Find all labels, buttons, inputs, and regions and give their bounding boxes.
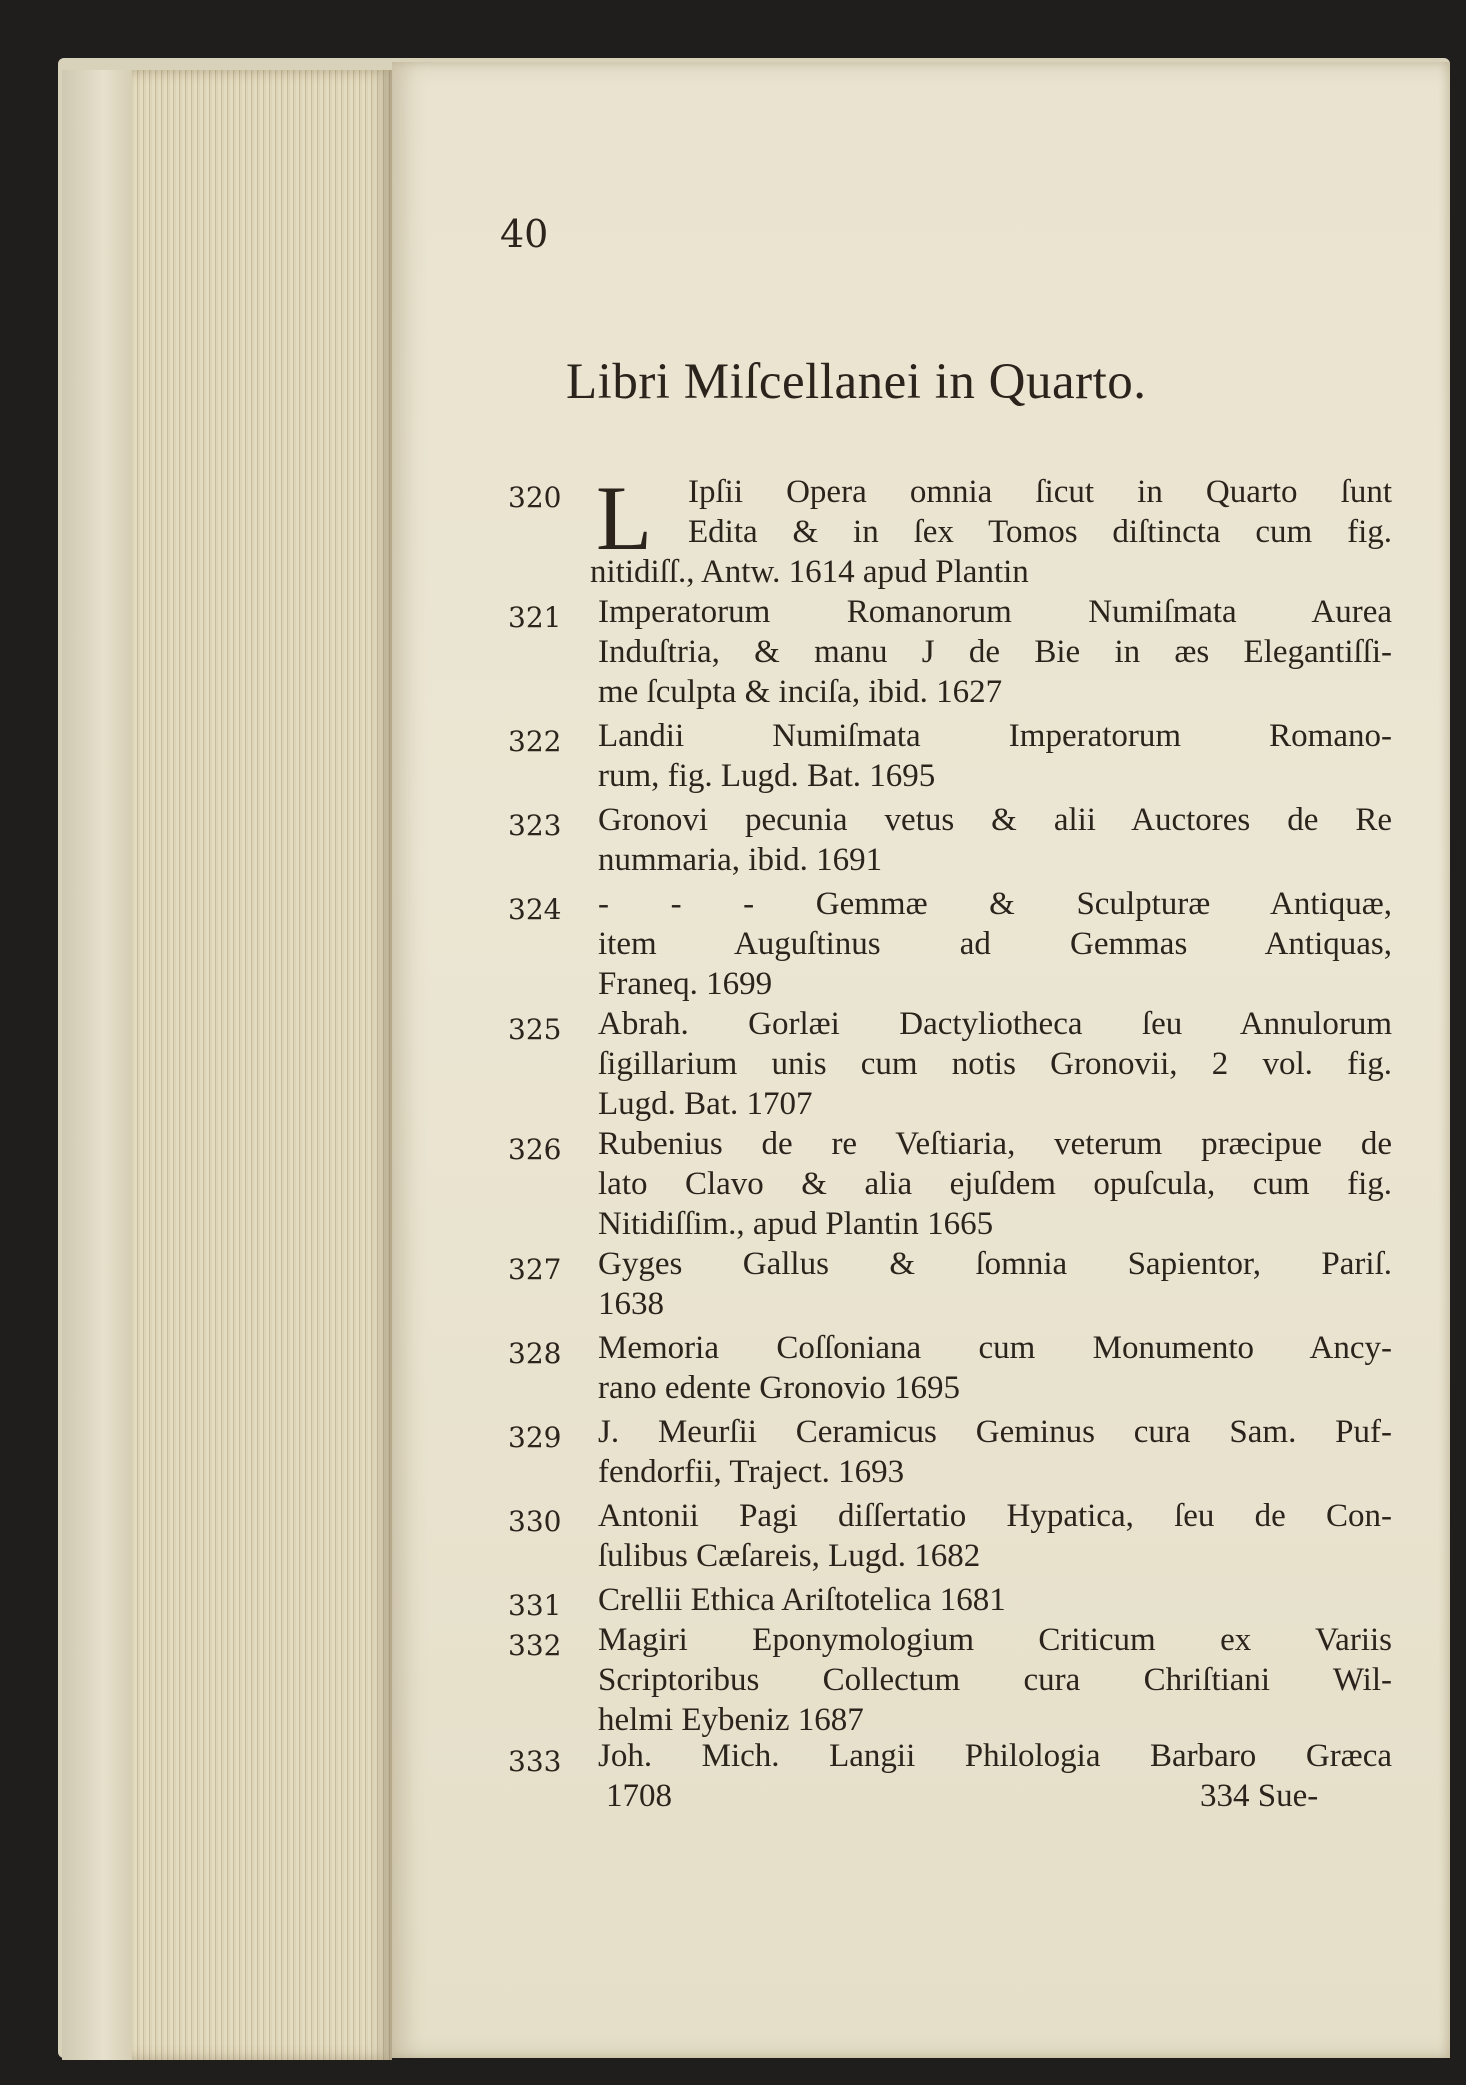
- entry-number: 333: [508, 1745, 562, 1778]
- entry-line: Antonii Pagi diſſertatio Hypatica, ſeu de Con-: [598, 1498, 1392, 1534]
- entry-line: Franeq. 1699: [598, 966, 773, 1002]
- entry-line: ſigillarium unis cum notis Gronovii, 2 vol. fig.: [598, 1046, 1392, 1082]
- entry-line: me ſculpta & inciſa, ibid. 1627: [598, 674, 1003, 710]
- entry-line: Ipſii Opera omnia ſicut in Quarto ſunt: [688, 474, 1392, 510]
- entry-line: helmi Eybeniz 1687: [598, 1702, 864, 1738]
- entry-line: J. Meurſii Ceramicus Geminus cura Sam. Puf-: [598, 1414, 1392, 1450]
- entry-line: nitidiſſ., Antw. 1614 apud Plantin: [590, 554, 1029, 590]
- entry-line: Memoria Coſſoniana cum Monumento Ancy-: [598, 1330, 1392, 1366]
- entry-number: 322: [508, 725, 562, 758]
- entry-number: 320: [508, 481, 562, 514]
- catchword: 334 Sue-: [1200, 1778, 1319, 1814]
- entry-line: 1708: [606, 1778, 672, 1814]
- entry-line: Gronovi pecunia vetus & alii Auctores de Re: [598, 802, 1392, 838]
- entry-line: rano edente Gronovio 1695: [598, 1370, 960, 1406]
- entry-line: fendorfii, Traject. 1693: [598, 1454, 905, 1490]
- entry-number: 325: [508, 1013, 562, 1046]
- printed-page: [392, 62, 1450, 2058]
- entry-number: 321: [508, 601, 562, 634]
- entry-line: Nitidiſſim., apud Plantin 1665: [598, 1206, 994, 1242]
- entry-number: 330: [508, 1505, 562, 1538]
- page-title: Libri Miſcellanei in Quarto.: [566, 354, 1147, 410]
- entry-number: 323: [508, 809, 562, 842]
- entry-line: Induſtria, & manu J de Bie in æs Elegantiſſi-: [598, 634, 1392, 670]
- entry-number: 328: [508, 1337, 562, 1370]
- cover-edge: [62, 70, 132, 2060]
- entry-number: 327: [508, 1253, 562, 1286]
- entry-number: 324: [508, 893, 562, 926]
- entry-number: 332: [508, 1629, 562, 1662]
- entry-line: Imperatorum Romanorum Numiſmata Aurea: [598, 594, 1392, 630]
- entry-line: Landii Numiſmata Imperatorum Romano-: [598, 718, 1392, 754]
- entry-line: item Auguſtinus ad Gemmas Antiquas,: [598, 926, 1392, 962]
- entry-number: 329: [508, 1421, 562, 1454]
- entry-line: Scriptoribus Collectum cura Chriſtiani Wil-: [598, 1662, 1392, 1698]
- page-number: 40: [500, 212, 549, 256]
- entry-line: Gyges Gallus & ſomnia Sapientor, Pariſ.: [598, 1246, 1392, 1282]
- entry-line: Abrah. Gorlæi Dactyliotheca ſeu Annulorum: [598, 1006, 1392, 1042]
- drop-cap: L: [596, 467, 653, 569]
- entry-line: Edita & in ſex Tomos diſtincta cum fig.: [688, 514, 1392, 550]
- entry-line: Lugd. Bat. 1707: [598, 1086, 813, 1122]
- entry-line: Joh. Mich. Langii Philologia Barbaro Græca: [598, 1738, 1392, 1774]
- entry-line: - - - Gemmæ & Sculpturæ Antiquæ,: [598, 886, 1392, 922]
- entry-line: Rubenius de re Veſtiaria, veterum præcipue de: [598, 1126, 1392, 1162]
- entry-line: ſulibus Cæſareis, Lugd. 1682: [598, 1538, 981, 1574]
- entry-line: Magiri Eponymologium Criticum ex Variis: [598, 1622, 1392, 1658]
- entry-number: 326: [508, 1133, 562, 1166]
- entry-line: Crellii Ethica Ariſtotelica 1681: [598, 1582, 1006, 1618]
- entry-line: nummaria, ibid. 1691: [598, 842, 883, 878]
- entry-line: rum, fig. Lugd. Bat. 1695: [598, 758, 936, 794]
- entry-number: 331: [508, 1589, 562, 1622]
- entry-line: 1638: [598, 1286, 664, 1322]
- entry-line: lato Clavo & alia ejuſdem opuſcula, cum fig.: [598, 1166, 1392, 1202]
